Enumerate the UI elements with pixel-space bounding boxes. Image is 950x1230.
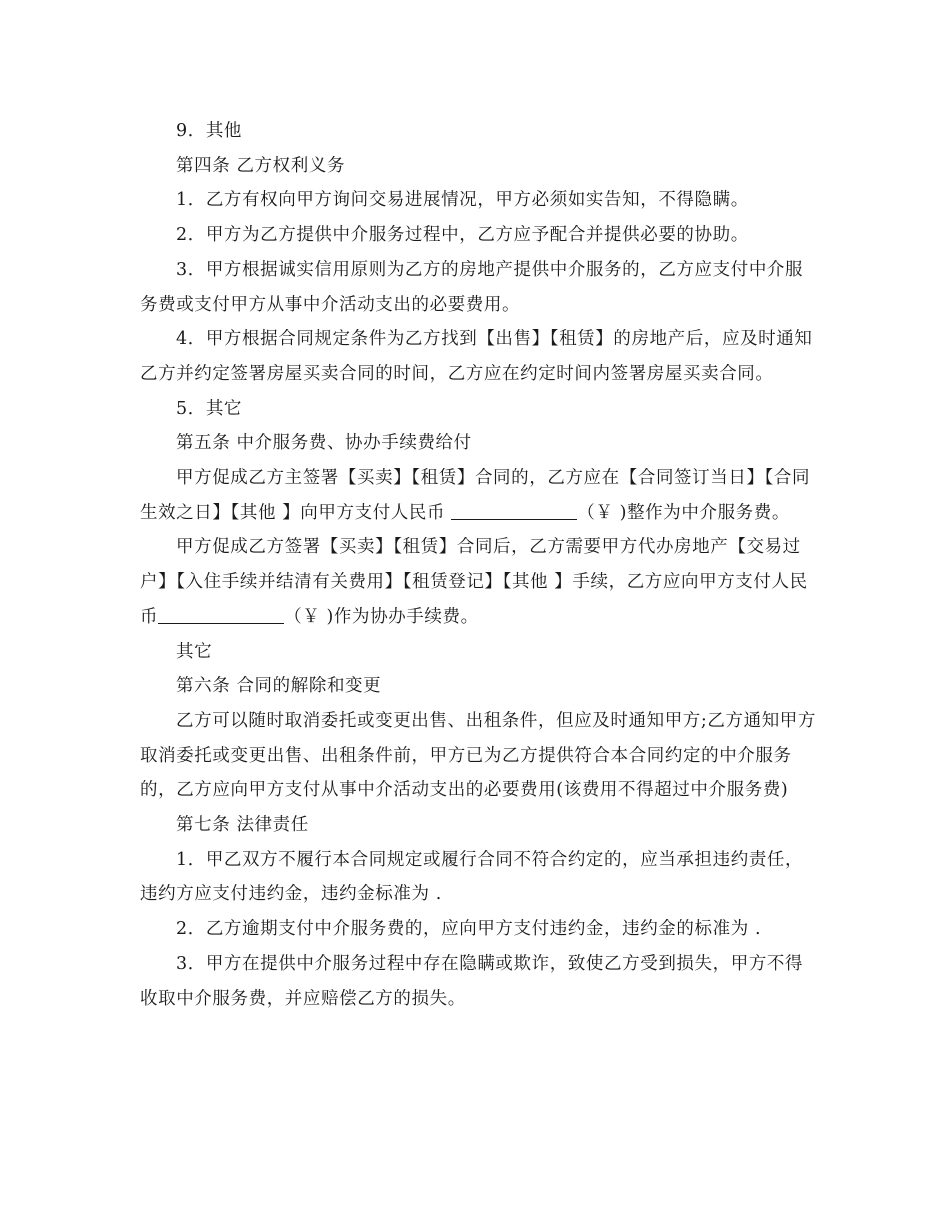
article-7-heading: 第七条 法律责任 (176, 815, 309, 836)
article-5-service-fee-paragraph (140, 461, 816, 530)
article-6-heading: 第六条 合同的解除和变更 (176, 676, 382, 697)
article-5-handling-fee-paragraph (140, 530, 816, 634)
article-4-item-2: 2．甲方为乙方提供中介服务过程中，乙方应予配合并提供必要的协助。 (176, 225, 749, 246)
service-fee-text-before: 甲方促成乙方主签署【买卖】【租赁】合同的，乙方应在【合同签订当日】【合同生效之日】【其他 】向甲方支付人民币 (140, 468, 811, 523)
article-5-other: 其它 (176, 641, 213, 662)
article-7-item-2: 2．乙方逾期支付中介服务费的，应向甲方支付违约金，违约金的标准为 . (176, 919, 762, 940)
article-5-heading: 第五条 中介服务费、协办手续费给付 (176, 433, 472, 454)
article-4-item-4: 4．甲方根据合同规定条件为乙方找到【出售】【租赁】的房地产后，应及时通知乙方并约定签署房屋买卖合同的时间，乙方应在约定时间内签署房屋买卖合同。 (140, 329, 813, 384)
article-6-body: 乙方可以随时取消委托或变更出售、出租条件，但应及时通知甲方;乙方通知甲方取消委托或变更出售、出租条件前，甲方已为乙方提供符合本合同约定的中介服务的，乙方应向甲方支付从事中介活动支出的必要费用(该费用不得超过中介服务费) (140, 710, 816, 801)
document-body (140, 114, 816, 1016)
service-fee-text-after: （￥ )整作为中介服务费。 (577, 502, 790, 523)
service-fee-amount-blank (451, 501, 577, 520)
article-4-item-3: 3．甲方根据诚实信用原则为乙方的房地产提供中介服务的，乙方应支付中介服务费或支付甲方从事中介活动支出的必要费用。 (140, 259, 804, 315)
handling-fee-text-after: （￥ )作为协办手续费。 (284, 606, 479, 627)
handling-fee-text-before: 甲方促成乙方签署【买卖】【租赁】合同后，乙方需要甲方代办房地产【交易过户】【入住手续并结清有关费用】【租赁登记】【其他 】手续，乙方应向甲方支付人民币 (140, 537, 808, 627)
article-4-item-5: 5．其它 (176, 398, 243, 419)
article-4-heading: 第四条 乙方权利义务 (176, 155, 346, 176)
article-4-item-1: 1．乙方有权向甲方询问交易进展情况，甲方必须如实告知，不得隐瞒。 (176, 190, 749, 211)
article-7-item-1: 1．甲乙双方不履行本合同规定或履行合同不符合约定的，应当承担违约责任，违约方应支付违约金，违约金标准为 . (140, 849, 804, 905)
handling-fee-amount-blank (158, 605, 284, 624)
clause-3-item-9: 9．其他 (176, 121, 243, 141)
article-7-item-3: 3．甲方在提供中介服务过程中存在隐瞒或欺诈，致使乙方受到损失，甲方不得收取中介服务费，并应赔偿乙方的损失。 (140, 953, 804, 1009)
